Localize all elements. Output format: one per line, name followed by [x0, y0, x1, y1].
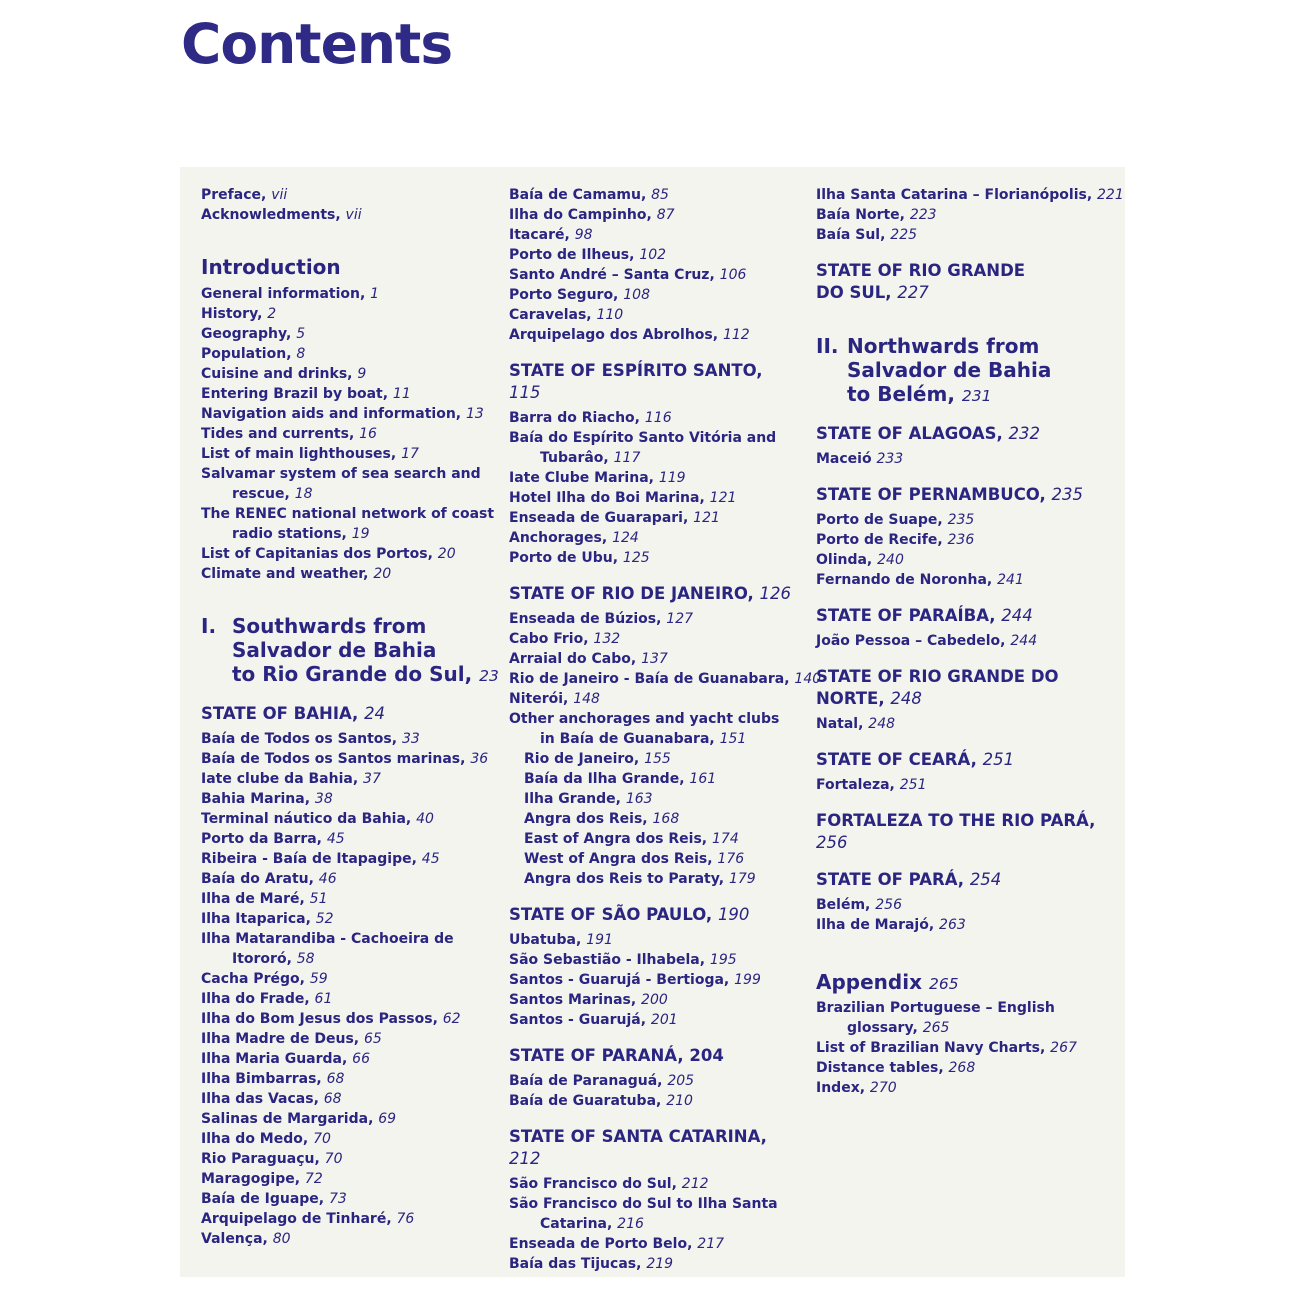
- toc-entry[interactable]: Entering Brazil by boat, 11: [201, 386, 411, 402]
- toc-entry[interactable]: Acknowledments, vii: [201, 207, 362, 223]
- page-number: vii: [271, 187, 288, 203]
- toc-entry[interactable]: Ilha do Frade, 61: [201, 991, 333, 1007]
- toc-entry[interactable]: Ilha Bimbarras, 68: [201, 1071, 345, 1087]
- part-number: I.: [201, 614, 217, 638]
- toc-entry[interactable]: Porto de Ubu, 125: [509, 550, 650, 566]
- toc-entry[interactable]: History, 2: [201, 306, 277, 322]
- toc-entry[interactable]: Rio de Janeiro - Baía de Guanabara, 140: [509, 671, 822, 687]
- toc-entry[interactable]: Navigation aids and information, 13: [201, 406, 484, 422]
- toc-entry[interactable]: General information, 1: [201, 286, 380, 302]
- toc-entry[interactable]: Cabo Frio, 132: [509, 631, 621, 647]
- toc-entry-continuation[interactable]: Catarina, 216: [540, 1216, 644, 1232]
- toc-entry[interactable]: Enseada de Búzios, 127: [509, 611, 694, 627]
- toc-entry[interactable]: São Francisco do Sul to Ilha Santa: [509, 1196, 778, 1212]
- toc-entry-continuation[interactable]: radio stations, 19: [232, 526, 370, 542]
- part-heading-northwards[interactable]: II. Northwards from Salvador de Bahia to Belém, 231: [816, 334, 1052, 406]
- page-number: 23: [479, 667, 499, 685]
- toc-subentry[interactable]: West of Angra dos Reis, 176: [524, 851, 745, 867]
- toc-entry[interactable]: Porto da Barra, 45: [201, 831, 345, 847]
- toc-entry[interactable]: Ilha de Marajó, 263: [816, 917, 966, 933]
- toc-subentry[interactable]: Baía da Ilha Grande, 161: [524, 771, 717, 787]
- toc-entry[interactable]: Ribeira - Baía de Itapagipe, 45: [201, 851, 440, 867]
- contents-column-2: [509, 185, 822, 1274]
- toc-entry[interactable]: Olinda, 240: [816, 552, 904, 568]
- toc-entry[interactable]: Terminal náutico da Bahia, 40: [201, 811, 434, 827]
- toc-entry[interactable]: Santos Marinas, 200: [509, 992, 668, 1008]
- toc-entry[interactable]: Baía de Guaratuba, 210: [509, 1093, 693, 1109]
- toc-subentry[interactable]: East of Angra dos Reis, 174: [524, 831, 739, 847]
- state-heading-para[interactable]: STATE OF PARÁ, 254: [816, 870, 1002, 889]
- toc-entry[interactable]: Baía de Paranaguá, 205: [509, 1073, 695, 1089]
- toc-entry-continuation[interactable]: Tubarâo, 117: [540, 450, 641, 466]
- toc-entry[interactable]: Preface, vii: [201, 187, 288, 203]
- section-heading-appendix[interactable]: Appendix 265: [816, 970, 959, 994]
- toc-entry[interactable]: Baía do Espírito Santo Vitória and: [509, 430, 777, 446]
- toc-entry[interactable]: Enseada de Porto Belo, 217: [509, 1236, 725, 1252]
- page-title: Contents: [181, 12, 453, 76]
- toc-subentry[interactable]: Angra dos Reis, 168: [524, 811, 680, 827]
- toc-entry[interactable]: Baía de Todos os Santos, 33: [201, 731, 420, 747]
- toc-entry[interactable]: Ilha Maria Guarda, 66: [201, 1051, 370, 1067]
- toc-entry[interactable]: Arquipelago dos Abrolhos, 112: [509, 327, 750, 343]
- toc-entry[interactable]: Index, 270: [816, 1080, 897, 1096]
- toc-entry[interactable]: Ilha Santa Catarina – Florianópolis, 221: [816, 187, 1124, 203]
- toc-entry[interactable]: Population, 8: [201, 346, 306, 362]
- toc-entry[interactable]: Ilha Itaparica, 52: [201, 911, 334, 927]
- toc-entry[interactable]: Distance tables, 268: [816, 1060, 976, 1076]
- toc-entry[interactable]: Itacaré, 98: [509, 227, 593, 243]
- section-heading-introduction[interactable]: Introduction: [201, 255, 341, 279]
- toc-entry[interactable]: Tides and currents, 16: [201, 426, 377, 442]
- toc-entry[interactable]: Santos - Guarujá - Bertioga, 199: [509, 972, 761, 988]
- toc-entry[interactable]: Ilha do Campinho, 87: [509, 207, 675, 223]
- toc-entry[interactable]: Ilha Madre de Deus, 65: [201, 1031, 382, 1047]
- toc-entry[interactable]: Climate and weather, 20: [201, 566, 392, 582]
- toc-entry[interactable]: São Francisco do Sul, 212: [509, 1176, 709, 1192]
- toc-entry[interactable]: Other anchorages and yacht clubs: [509, 711, 780, 727]
- toc-entry[interactable]: Salinas de Margarida, 69: [201, 1111, 397, 1127]
- toc-entry[interactable]: Baía de Todos os Santos marinas, 36: [201, 751, 489, 767]
- toc-entry[interactable]: Cacha Prégo, 59: [201, 971, 328, 987]
- state-heading-rio-de-janeiro[interactable]: STATE OF RIO DE JANEIRO, 126: [509, 584, 792, 603]
- section-heading-fortaleza-to-rio-para[interactable]: FORTALEZA TO THE RIO PARÁ, 256: [816, 811, 1096, 852]
- toc-entry[interactable]: Maceió 233: [816, 451, 904, 467]
- toc-entry[interactable]: Barra do Riacho, 116: [509, 410, 672, 426]
- contents-panel: [180, 167, 1125, 1277]
- toc-entry[interactable]: Iate Clube Marina, 119: [509, 470, 686, 486]
- toc-entry[interactable]: Arquipelago de Tinharé, 76: [201, 1211, 415, 1227]
- toc-entry[interactable]: Ilha Matarandiba - Cachoeira de: [201, 931, 454, 947]
- toc-entry[interactable]: São Sebastião - Ilhabela, 195: [509, 952, 737, 968]
- state-heading-paraiba[interactable]: STATE OF PARAÍBA, 244: [816, 606, 1033, 625]
- toc-entry[interactable]: Fortaleza, 251: [816, 777, 927, 793]
- state-heading-rio-grande-do-sul[interactable]: STATE OF RIO GRANDE DO SUL, 227: [816, 261, 1026, 302]
- toc-subentry[interactable]: Ilha Grande, 163: [524, 791, 653, 807]
- part-number: II.: [816, 334, 839, 358]
- toc-entry[interactable]: Belém, 256: [816, 897, 902, 913]
- state-heading-bahia[interactable]: STATE OF BAHIA, 24: [201, 704, 386, 723]
- toc-subentry[interactable]: Rio de Janeiro, 155: [524, 751, 671, 767]
- toc-entry[interactable]: Porto de Ilheus, 102: [509, 247, 667, 263]
- toc-entry[interactable]: Salvamar system of sea search and: [201, 466, 481, 482]
- state-heading-ceara[interactable]: STATE OF CEARÁ, 251: [816, 750, 1015, 769]
- toc-entry[interactable]: Baía do Aratu, 46: [201, 871, 337, 887]
- toc-entry[interactable]: Baía de Iguape, 73: [201, 1191, 347, 1207]
- state-heading-alagoas[interactable]: STATE OF ALAGOAS, 232: [816, 424, 1041, 443]
- toc-entry[interactable]: Iate clube da Bahia, 37: [201, 771, 381, 787]
- toc-entry-continuation[interactable]: in Baía de Guanabara, 151: [540, 731, 747, 747]
- toc-entry[interactable]: Ilha do Medo, 70: [201, 1131, 331, 1147]
- toc-entry-continuation[interactable]: glossary, 265: [847, 1020, 950, 1036]
- toc-entry[interactable]: Natal, 248: [816, 716, 896, 732]
- toc-entry[interactable]: Baía Norte, 223: [816, 207, 937, 223]
- toc-entry[interactable]: Maragogipe, 72: [201, 1171, 323, 1187]
- toc-entry[interactable]: Valença, 80: [201, 1231, 291, 1247]
- state-heading-parana[interactable]: STATE OF PARANÁ, 204: [509, 1046, 724, 1065]
- part-heading-southwards[interactable]: I. Southwards from Salvador de Bahia to Rio Grande do Sul, 23: [201, 614, 499, 686]
- toc-entry[interactable]: Baía das Tijucas, 219: [509, 1256, 674, 1272]
- toc-entry[interactable]: Santos - Guarujá, 201: [509, 1012, 678, 1028]
- toc-subentry[interactable]: Angra dos Reis to Paraty, 179: [524, 871, 756, 887]
- page-number: vii: [345, 207, 362, 223]
- toc-entry[interactable]: Santo André – Santa Cruz, 106: [509, 267, 747, 283]
- contents-column-3: [816, 185, 1124, 1098]
- toc-entry[interactable]: List of Capitanias dos Portos, 20: [201, 546, 456, 562]
- toc-entry[interactable]: Baía de Camamu, 85: [509, 187, 669, 203]
- state-heading-santa-catarina[interactable]: STATE OF SANTA CATARINA, 212: [509, 1127, 767, 1168]
- toc-entry[interactable]: Baía Sul, 225: [816, 227, 918, 243]
- state-heading-espirito-santo[interactable]: STATE OF ESPÍRITO SANTO, 115: [509, 361, 763, 402]
- toc-entry[interactable]: Arraial do Cabo, 137: [509, 651, 668, 667]
- toc-entry[interactable]: Niterói, 148: [509, 691, 600, 707]
- toc-entry[interactable]: Cuisine and drinks, 9: [201, 366, 367, 382]
- toc-entry[interactable]: The RENEC national network of coast: [201, 506, 495, 522]
- toc-entry[interactable]: Ilha de Maré, 51: [201, 891, 328, 907]
- toc-entry[interactable]: Rio Paraguaçu, 70: [201, 1151, 343, 1167]
- toc-entry[interactable]: Bahia Marina, 38: [201, 791, 333, 807]
- toc-entry[interactable]: Ilha do Bom Jesus dos Passos, 62: [201, 1011, 461, 1027]
- toc-entry[interactable]: Porto Seguro, 108: [509, 287, 650, 303]
- toc-entry[interactable]: List of main lighthouses, 17: [201, 446, 419, 462]
- toc-entry[interactable]: Hotel Ilha do Boi Marina, 121: [509, 490, 737, 506]
- state-heading-rio-grande-do-norte[interactable]: STATE OF RIO GRANDE DO NORTE, 248: [816, 667, 1059, 708]
- toc-entry[interactable]: Brazilian Portuguese – English: [816, 1000, 1055, 1016]
- toc-entry[interactable]: Ubatuba, 191: [509, 932, 613, 948]
- toc-entry[interactable]: Porto de Recife, 236: [816, 532, 975, 548]
- toc-entry[interactable]: Porto de Suape, 235: [816, 512, 975, 528]
- toc-entry-continuation[interactable]: Itororó, 58: [232, 951, 315, 967]
- toc-entry[interactable]: João Pessoa – Cabedelo, 244: [816, 633, 1038, 649]
- toc-entry[interactable]: Enseada de Guarapari, 121: [509, 510, 720, 526]
- page-number: 231: [961, 387, 992, 405]
- toc-entry[interactable]: List of Brazilian Navy Charts, 267: [816, 1040, 1077, 1056]
- state-heading-sao-paulo[interactable]: STATE OF SÃO PAULO, 190: [509, 905, 750, 924]
- state-heading-pernambuco[interactable]: STATE OF PERNAMBUCO, 235: [816, 485, 1083, 504]
- toc-entry[interactable]: Fernando de Noronha, 241: [816, 572, 1024, 588]
- toc-entry[interactable]: Caravelas, 110: [509, 307, 624, 323]
- toc-entry[interactable]: Anchorages, 124: [509, 530, 639, 546]
- toc-entry[interactable]: Geography, 5: [201, 326, 306, 342]
- toc-entry-continuation[interactable]: rescue, 18: [232, 486, 313, 502]
- toc-entry[interactable]: Ilha das Vacas, 68: [201, 1091, 342, 1107]
- contents-column-1: [201, 185, 499, 1249]
